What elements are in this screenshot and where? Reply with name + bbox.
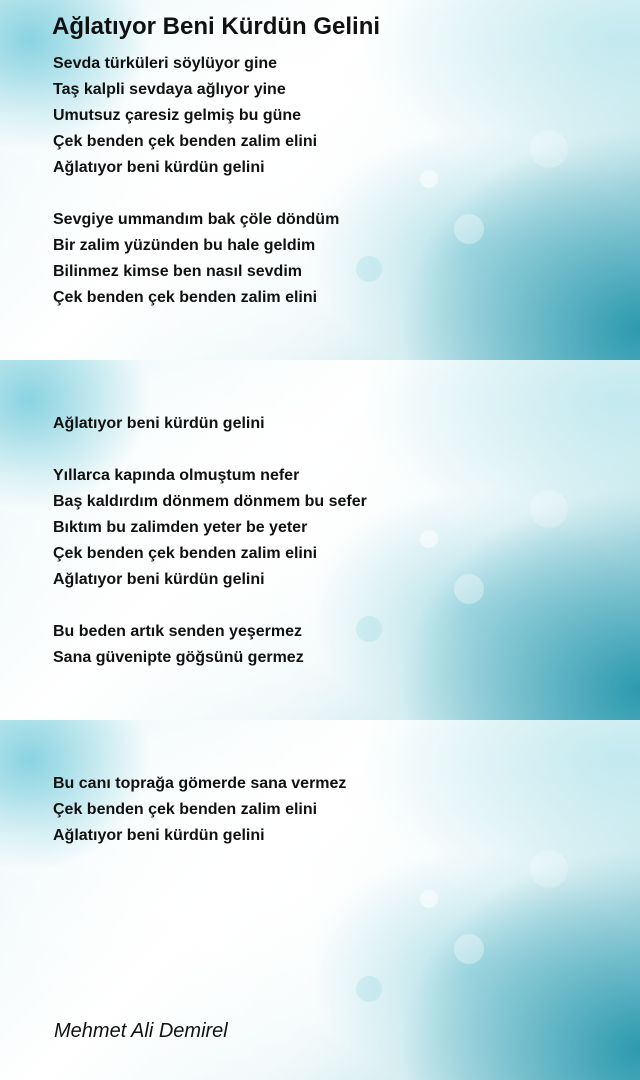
poem-line: Çek benden çek benden zalim elini	[53, 289, 318, 306]
poem-line: Çek benden çek benden zalim elini	[53, 545, 318, 562]
poem-line: Yıllarca kapında olmuştum nefer	[53, 467, 300, 484]
poem-line: Ağlatıyor beni kürdün gelini	[53, 415, 265, 432]
poem-line: Bir zalim yüzünden bu hale geldim	[53, 237, 316, 254]
poem-line: Ağlatıyor beni kürdün gelini	[53, 159, 265, 176]
poem-line: Çek benden çek benden zalim elini	[53, 133, 318, 150]
stanza-block-1	[53, 51, 339, 311]
stanza-break	[53, 593, 367, 619]
stanza-break	[53, 437, 367, 463]
stanza-block-2	[53, 411, 367, 671]
poem-line: Taş kalpli sevdaya ağlıyor yine	[53, 81, 286, 98]
poem-line: Sana güvenipte göğsünü germez	[53, 649, 304, 666]
poem-line: Ağlatıyor beni kürdün gelini	[53, 827, 265, 844]
poem-line: Sevda türküleri söylüyor gine	[53, 55, 278, 72]
stanza-break	[53, 181, 339, 207]
poem-line: Çek benden çek benden zalim elini	[53, 801, 318, 818]
poem-line: Umutsuz çaresiz gelmiş bu güne	[53, 107, 302, 124]
poem-line: Bıktım bu zalimden yeter be yeter	[53, 519, 308, 536]
poem-line: Baş kaldırdım dönmem dönmem bu sefer	[53, 493, 367, 510]
stanza-block-3	[53, 771, 346, 849]
author-signature: Mehmet Ali Demirel	[54, 1020, 228, 1042]
poem-line: Ağlatıyor beni kürdün gelini	[53, 571, 265, 588]
poem-line: Bu beden artık senden yeşermez	[53, 623, 302, 640]
poem-line: Sevgiye ummandım bak çöle döndüm	[53, 211, 340, 228]
poem-title: Ağlatıyor Beni Kürdün Gelini	[52, 13, 381, 40]
poem-line: Bilinmez kimse ben nasıl sevdim	[53, 263, 302, 280]
poem-line: Bu canı toprağa gömerde sana vermez	[53, 775, 347, 792]
